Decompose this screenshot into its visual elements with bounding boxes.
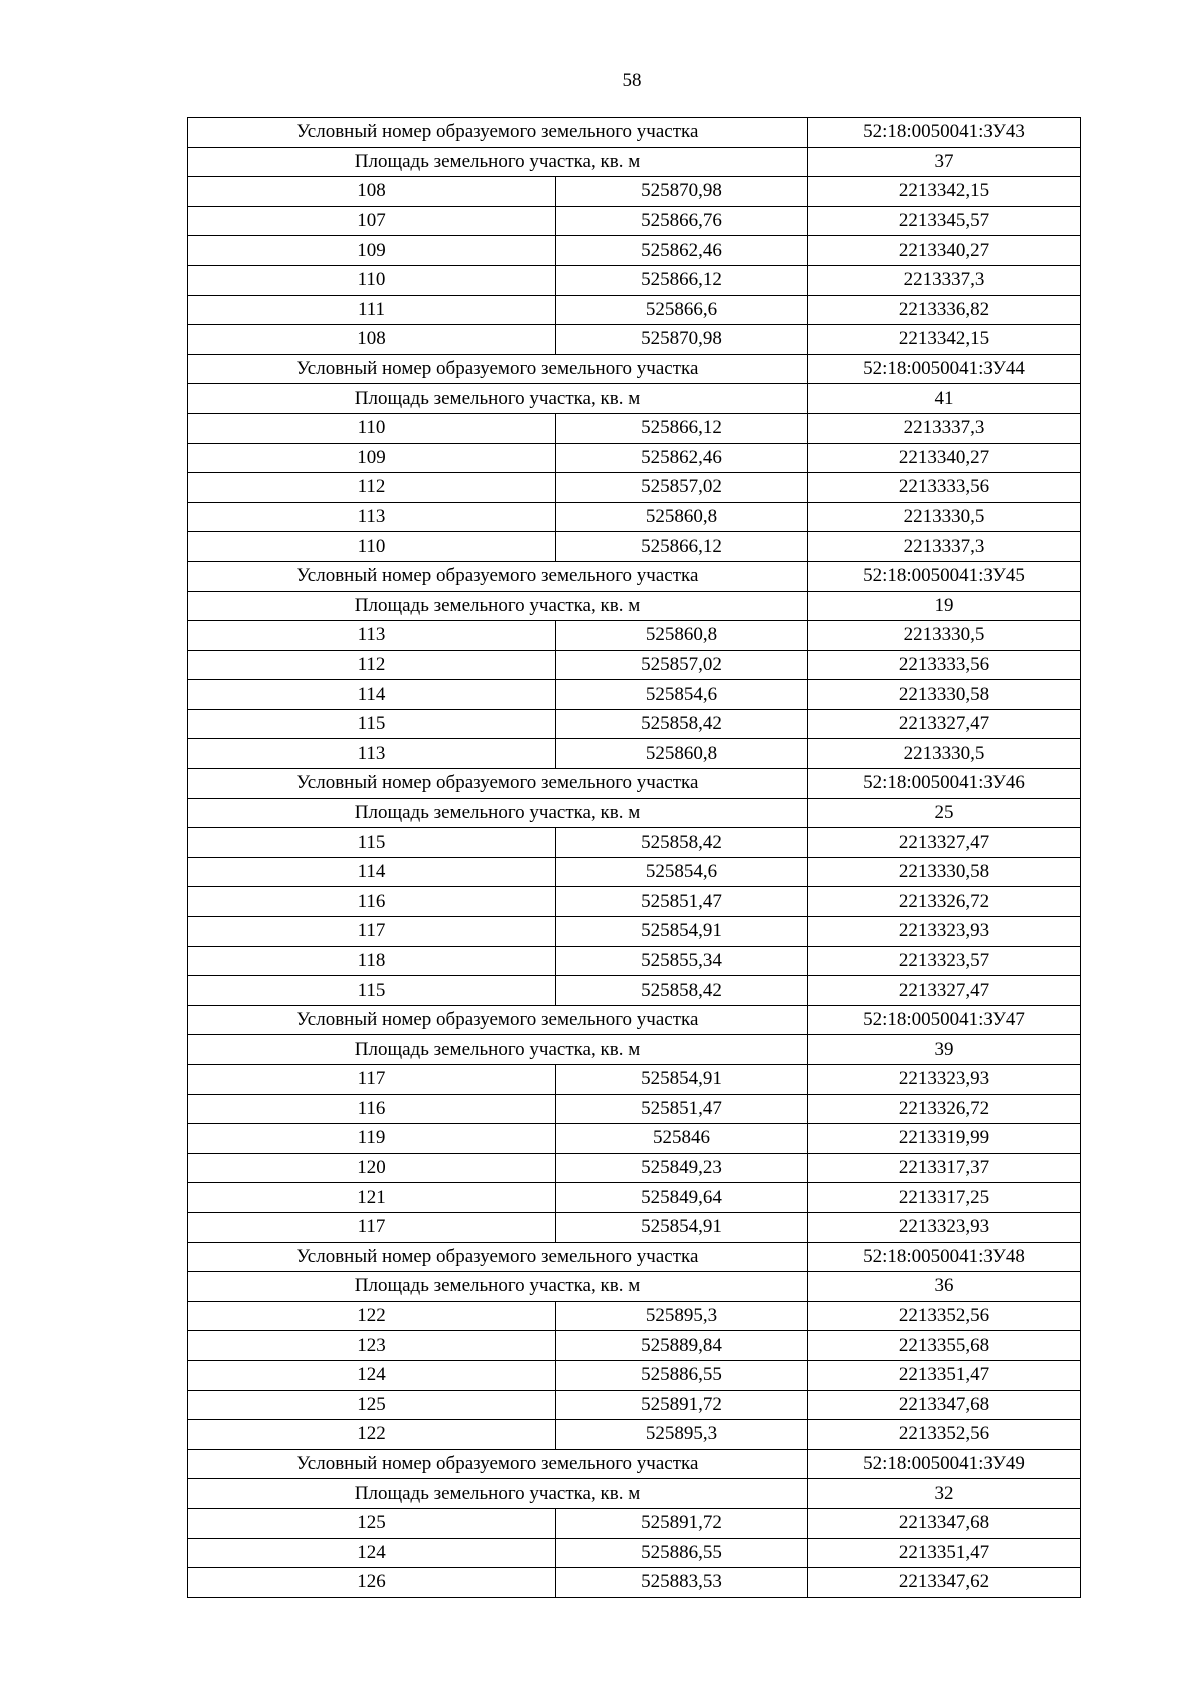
parcel-area-row [188,591,1081,621]
point-y-coordinate: 2213347,68 [808,1390,1081,1420]
point-y-coordinate: 2213330,5 [808,502,1081,532]
point-y-coordinate: 2213333,56 [808,650,1081,680]
page-number: 58 [622,70,642,91]
parcel-area-value: 36 [808,1272,1081,1302]
table-row [188,621,1081,651]
point-number: 113 [188,502,556,532]
point-x-coordinate: 525849,64 [556,1183,808,1213]
parcel-number-label: Условный номер образуемого земельного участка [188,1449,808,1479]
parcel-area-row [188,147,1081,177]
table-row [188,177,1081,207]
point-x-coordinate: 525886,55 [556,1360,808,1390]
point-y-coordinate: 2213330,5 [808,621,1081,651]
point-number: 114 [188,857,556,887]
table-row [188,1360,1081,1390]
point-number: 124 [188,1538,556,1568]
point-x-coordinate: 525857,02 [556,473,808,503]
point-y-coordinate: 2213327,47 [808,976,1081,1006]
parcel-number-value: 52:18:0050041:ЗУ47 [808,1005,1081,1035]
point-x-coordinate: 525857,02 [556,650,808,680]
point-y-coordinate: 2213326,72 [808,1094,1081,1124]
parcel-number-label: Условный номер образуемого земельного участка [188,1242,808,1272]
parcel-area-label: Площадь земельного участка, кв. м [188,384,808,414]
point-number: 120 [188,1153,556,1183]
table-row [188,1568,1081,1598]
point-y-coordinate: 2213336,82 [808,295,1081,325]
point-x-coordinate: 525860,8 [556,739,808,769]
point-y-coordinate: 2213340,27 [808,443,1081,473]
point-number: 125 [188,1390,556,1420]
parcel-area-label: Площадь земельного участка, кв. м [188,1272,808,1302]
point-y-coordinate: 2213327,47 [808,828,1081,858]
point-number: 110 [188,265,556,295]
point-number: 123 [188,1331,556,1361]
point-y-coordinate: 2213352,56 [808,1420,1081,1450]
table-row [188,1124,1081,1154]
point-x-coordinate: 525870,98 [556,325,808,355]
parcel-area-label: Площадь земельного участка, кв. м [188,1035,808,1065]
point-x-coordinate: 525866,6 [556,295,808,325]
point-y-coordinate: 2213355,68 [808,1331,1081,1361]
point-y-coordinate: 2213351,47 [808,1360,1081,1390]
point-number: 110 [188,413,556,443]
point-number: 116 [188,1094,556,1124]
point-x-coordinate: 525846 [556,1124,808,1154]
point-x-coordinate: 525851,47 [556,1094,808,1124]
parcel-number-label: Условный номер образуемого земельного участка [188,354,808,384]
table-row [188,1183,1081,1213]
point-number: 107 [188,206,556,236]
parcel-number-value: 52:18:0050041:ЗУ48 [808,1242,1081,1272]
parcel-number-label: Условный номер образуемого земельного участка [188,1005,808,1035]
table-row [188,976,1081,1006]
point-y-coordinate: 2213342,15 [808,325,1081,355]
table-row [188,325,1081,355]
point-number: 126 [188,1568,556,1598]
parcel-number-label: Условный номер образуемого земельного участка [188,561,808,591]
point-y-coordinate: 2213333,56 [808,473,1081,503]
point-y-coordinate: 2213323,93 [808,917,1081,947]
table-body [188,118,1081,1598]
point-y-coordinate: 2213330,58 [808,857,1081,887]
table-row [188,1508,1081,1538]
point-x-coordinate: 525891,72 [556,1390,808,1420]
point-number: 112 [188,473,556,503]
point-number: 117 [188,917,556,947]
point-number: 114 [188,680,556,710]
point-number: 113 [188,621,556,651]
parcel-number-row [188,1242,1081,1272]
point-x-coordinate: 525886,55 [556,1538,808,1568]
point-number: 117 [188,1065,556,1095]
point-number: 108 [188,177,556,207]
point-number: 119 [188,1124,556,1154]
table-row [188,502,1081,532]
table-row [188,1538,1081,1568]
table-row [188,828,1081,858]
point-y-coordinate: 2213317,25 [808,1183,1081,1213]
point-y-coordinate: 2213351,47 [808,1538,1081,1568]
point-x-coordinate: 525870,98 [556,177,808,207]
point-y-coordinate: 2213337,3 [808,413,1081,443]
point-x-coordinate: 525866,12 [556,265,808,295]
point-x-coordinate: 525889,84 [556,1331,808,1361]
parcel-area-value: 39 [808,1035,1081,1065]
table-row [188,1065,1081,1095]
parcel-number-row [188,354,1081,384]
point-y-coordinate: 2213345,57 [808,206,1081,236]
table-row [188,265,1081,295]
point-x-coordinate: 525860,8 [556,621,808,651]
table-row [188,1094,1081,1124]
point-x-coordinate: 525854,6 [556,680,808,710]
point-x-coordinate: 525858,42 [556,976,808,1006]
table-row [188,650,1081,680]
point-y-coordinate: 2213347,62 [808,1568,1081,1598]
point-number: 108 [188,325,556,355]
point-x-coordinate: 525858,42 [556,709,808,739]
point-x-coordinate: 525895,3 [556,1301,808,1331]
parcel-area-value: 32 [808,1479,1081,1509]
table-row [188,236,1081,266]
point-x-coordinate: 525866,12 [556,532,808,562]
point-number: 110 [188,532,556,562]
point-x-coordinate: 525854,91 [556,1065,808,1095]
table-row [188,946,1081,976]
table-row [188,473,1081,503]
point-x-coordinate: 525855,34 [556,946,808,976]
point-x-coordinate: 525862,46 [556,443,808,473]
parcel-area-label: Площадь земельного участка, кв. м [188,798,808,828]
parcel-area-value: 19 [808,591,1081,621]
parcel-number-label: Условный номер образуемого земельного участка [188,769,808,799]
point-y-coordinate: 2213347,68 [808,1508,1081,1538]
table-row [188,1301,1081,1331]
parcel-number-value: 52:18:0050041:ЗУ49 [808,1449,1081,1479]
point-y-coordinate: 2213326,72 [808,887,1081,917]
point-number: 115 [188,828,556,858]
parcel-number-row [188,561,1081,591]
table-row [188,1212,1081,1242]
point-x-coordinate: 525883,53 [556,1568,808,1598]
point-number: 122 [188,1301,556,1331]
table-row [188,680,1081,710]
parcel-area-label: Площадь земельного участка, кв. м [188,591,808,621]
table-row [188,443,1081,473]
table-row [188,1390,1081,1420]
table-row [188,887,1081,917]
point-x-coordinate: 525866,76 [556,206,808,236]
table-row [188,295,1081,325]
table-row [188,1331,1081,1361]
table-row [188,1420,1081,1450]
point-y-coordinate: 2213352,56 [808,1301,1081,1331]
point-number: 118 [188,946,556,976]
point-number: 117 [188,1212,556,1242]
point-number: 124 [188,1360,556,1390]
point-number: 115 [188,976,556,1006]
point-y-coordinate: 2213340,27 [808,236,1081,266]
point-y-coordinate: 2213323,93 [808,1212,1081,1242]
point-y-coordinate: 2213337,3 [808,265,1081,295]
point-x-coordinate: 525858,42 [556,828,808,858]
point-x-coordinate: 525891,72 [556,1508,808,1538]
point-number: 109 [188,236,556,266]
parcel-number-value: 52:18:0050041:ЗУ45 [808,561,1081,591]
point-x-coordinate: 525854,6 [556,857,808,887]
point-number: 112 [188,650,556,680]
parcel-area-label: Площадь земельного участка, кв. м [188,1479,808,1509]
point-number: 109 [188,443,556,473]
table-row [188,739,1081,769]
table-row [188,709,1081,739]
parcel-number-value: 52:18:0050041:ЗУ43 [808,118,1081,148]
table-row [188,1153,1081,1183]
point-x-coordinate: 525849,23 [556,1153,808,1183]
parcel-area-row [188,1272,1081,1302]
point-x-coordinate: 525854,91 [556,917,808,947]
point-number: 121 [188,1183,556,1213]
parcel-area-row [188,1035,1081,1065]
parcel-area-value: 25 [808,798,1081,828]
parcel-number-row [188,1005,1081,1035]
parcel-coordinates-table [187,117,1081,1598]
parcel-area-label: Площадь земельного участка, кв. м [188,147,808,177]
table-row [188,206,1081,236]
point-y-coordinate: 2213317,37 [808,1153,1081,1183]
point-number: 115 [188,709,556,739]
table-row [188,413,1081,443]
parcel-number-value: 52:18:0050041:ЗУ44 [808,354,1081,384]
point-x-coordinate: 525851,47 [556,887,808,917]
point-y-coordinate: 2213330,58 [808,680,1081,710]
table-row [188,857,1081,887]
parcel-area-row [188,1479,1081,1509]
point-number: 113 [188,739,556,769]
point-y-coordinate: 2213319,99 [808,1124,1081,1154]
parcel-area-value: 41 [808,384,1081,414]
point-x-coordinate: 525854,91 [556,1212,808,1242]
point-y-coordinate: 2213327,47 [808,709,1081,739]
point-number: 111 [188,295,556,325]
point-x-coordinate: 525895,3 [556,1420,808,1450]
parcel-area-row [188,384,1081,414]
point-x-coordinate: 525862,46 [556,236,808,266]
parcel-number-row [188,118,1081,148]
point-y-coordinate: 2213330,5 [808,739,1081,769]
point-x-coordinate: 525866,12 [556,413,808,443]
point-x-coordinate: 525860,8 [556,502,808,532]
table-row [188,532,1081,562]
point-number: 122 [188,1420,556,1450]
point-y-coordinate: 2213337,3 [808,532,1081,562]
table-row [188,917,1081,947]
parcel-number-value: 52:18:0050041:ЗУ46 [808,769,1081,799]
parcel-area-row [188,798,1081,828]
point-y-coordinate: 2213323,93 [808,1065,1081,1095]
parcel-number-row [188,769,1081,799]
parcel-number-label: Условный номер образуемого земельного участка [188,118,808,148]
parcel-number-row [188,1449,1081,1479]
point-number: 125 [188,1508,556,1538]
parcel-area-value: 37 [808,147,1081,177]
point-number: 116 [188,887,556,917]
point-y-coordinate: 2213323,57 [808,946,1081,976]
point-y-coordinate: 2213342,15 [808,177,1081,207]
